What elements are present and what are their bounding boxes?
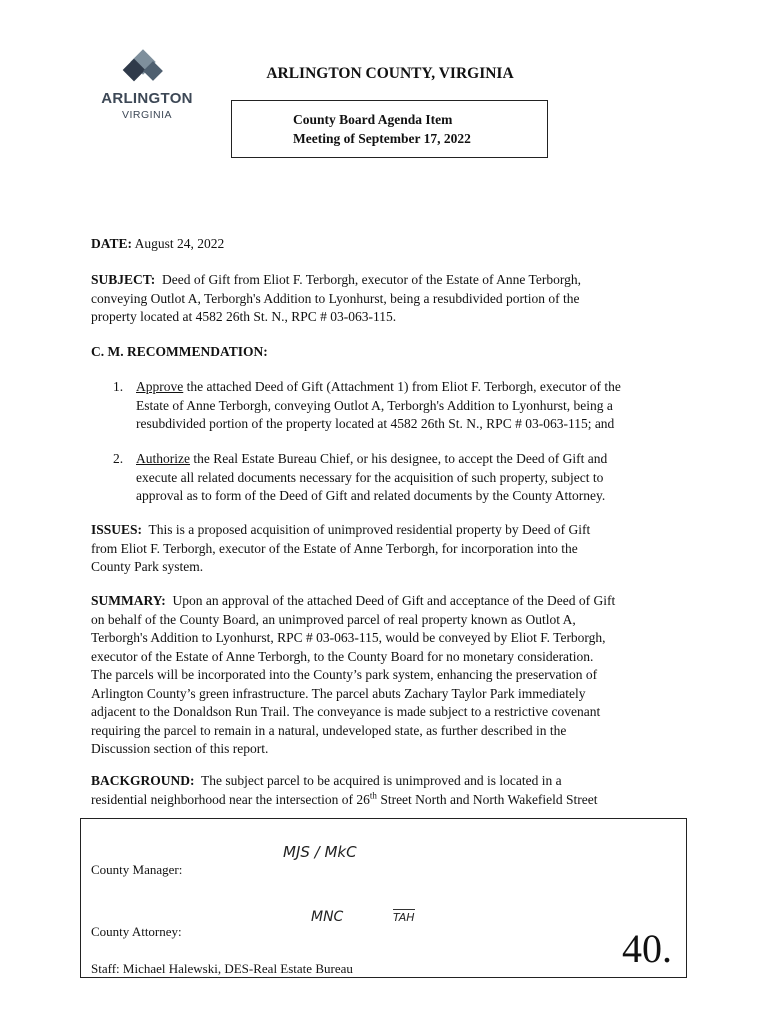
subject-line-3: property located at 4582 26th St. N., RPC # 03-063-115. — [91, 309, 397, 324]
summary-line-7: adjacent to the Donaldson Run Trail. The conveyance is made subject to a restrictive covenant — [91, 704, 601, 719]
date-label: DATE: — [91, 236, 133, 251]
meeting-date: Meeting of September 17, 2022 — [293, 131, 471, 146]
subject-line-1 — [91, 271, 683, 290]
arlington-diamond-icon — [92, 48, 202, 90]
subject-section — [91, 271, 683, 327]
agenda-item-number: 40. — [622, 926, 672, 971]
summary-line-3: Terborgh's Addition to Lyonhurst, RPC # 03-063-115, would be conveyed by Eliot F. Terborgh, — [91, 630, 606, 645]
background-label: BACKGROUND: — [91, 773, 195, 788]
recommendation-item-2 — [0, 450, 770, 510]
issues-section — [91, 521, 683, 577]
subject-text-1: Deed of Gift from Eliot F. Terborgh, executor of the Estate of Anne Terborgh, — [162, 272, 581, 287]
summary-section — [91, 592, 683, 759]
issues-line-2: from Eliot F. Terborgh, executor of the Estate of Anne Terborgh, for incorporation into the — [91, 540, 578, 556]
agenda-box — [231, 100, 548, 158]
item-number: 2. — [113, 451, 124, 466]
summary-line-5: The parcels will be incorporated into the County’s park system, enhancing the preservation of — [91, 667, 598, 682]
summary-label: SUMMARY: — [91, 593, 166, 608]
rec2-line-2: execute all related documents necessary for the acquisition of such property, subject to — [136, 469, 604, 485]
summary-line-8: requiring the parcel to remain in a natural, undeveloped state, as further described in the — [91, 722, 567, 738]
county-manager-label: County Manager: — [91, 862, 183, 877]
county-manager-signature: MJS / MkC — [283, 843, 357, 861]
date-value: August 24, 2022 — [134, 236, 225, 251]
rec1-line-3: resubdivided portion of the property located at 4582 26th St. N., RPC # 03-063-115; and — [136, 416, 615, 431]
background-line-2-pre: residential neighborhood near the intersection of 26 — [91, 791, 370, 807]
rec1-line-2: Estate of Anne Terborgh, conveying Outlot A, Terborgh's Addition to Lyonhurst, being a — [136, 397, 613, 413]
issues-line-3: County Park system. — [91, 559, 204, 574]
rec2-line-3: approval as to form of the Deed of Gift and related documents by the County Attorney. — [136, 488, 606, 503]
issues-label: ISSUES: — [91, 522, 143, 537]
subject-line-2: conveying Outlot A, Terborgh's Addition to Lyonhurst, being a resubdivided portion of the — [91, 290, 580, 306]
issues-line-1: This is a proposed acquisition of unimproved residential property by Deed of Gift — [148, 522, 591, 537]
summary-line-4: executor of the Estate of Anne Terborgh, to the County Board for no monetary consideration. — [91, 648, 594, 664]
background-line-1: The subject parcel to be acquired is unimproved and is located in a — [201, 773, 562, 788]
background-line-2-post: Street North and North Wakefield Street — [376, 791, 598, 807]
summary-line-1: Upon an approval of the attached Deed of Gift and acceptance of the Deed of Gift — [172, 593, 616, 608]
recommendation-item-1 — [0, 378, 770, 438]
summary-line-6: Arlington County’s green infrastructure. The parcel abuts Zachary Taylor Park immediately — [91, 685, 586, 701]
logo-subtitle: VIRGINIA — [121, 109, 173, 121]
staff-line: Staff: Michael Halewski, DES-Real Estate Bureau — [91, 961, 353, 976]
summary-line-9: Discussion section of this report. — [91, 741, 269, 756]
background-line-2 — [91, 791, 683, 810]
background-section — [91, 772, 683, 809]
rec1-line-1: the attached Deed of Gift (Attachment 1) from Eliot F. Terborgh, executor of the — [183, 379, 621, 394]
arlington-logo — [92, 48, 202, 128]
county-title: ARLINGTON COUNTY, VIRGINIA — [266, 65, 514, 82]
signature-box — [80, 818, 687, 978]
county-attorney-label: County Attorney: — [91, 924, 182, 939]
recommendation-heading: C. M. RECOMMENDATION: — [91, 344, 268, 359]
rec2-line-1: the Real Estate Bureau Chief, or his designee, to accept the Deed of Gift and — [189, 451, 608, 466]
agenda-item-label: County Board Agenda Item — [293, 112, 453, 127]
logo-name: ARLINGTON — [101, 90, 193, 107]
ordinal-suffix: th — [369, 790, 377, 800]
subject-label: SUBJECT: — [91, 272, 156, 287]
county-attorney-signature-2: TAH — [393, 911, 415, 924]
approve-link: Approve — [136, 379, 184, 394]
summary-line-2: on behalf of the County Board, an unimproved parcel of real property known as Outlot A, — [91, 611, 576, 627]
item-number: 1. — [113, 379, 124, 394]
date-line — [91, 235, 683, 254]
authorize-link: Authorize — [136, 451, 190, 466]
county-attorney-signature: MNC — [311, 909, 344, 925]
